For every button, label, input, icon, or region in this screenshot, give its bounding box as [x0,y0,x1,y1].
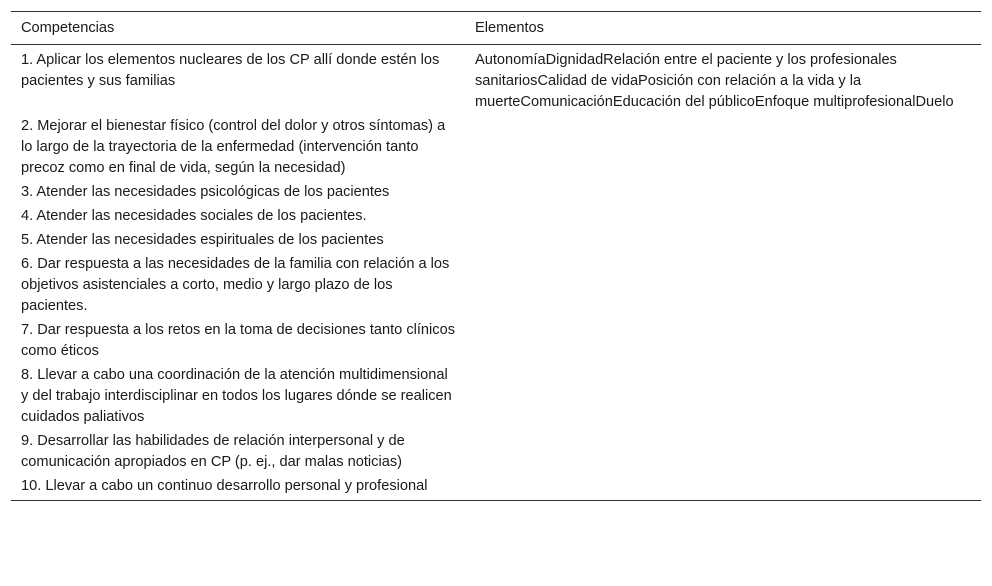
table-header [11,12,981,45]
table-row [11,363,981,429]
competencia-cell: 7. Dar respuesta a los retos en la toma de decisiones tanto clínicos como éticos [21,322,455,359]
table-row [11,429,981,474]
table-row [11,318,981,363]
competencia-cell: 1. Aplicar los elementos nucleares de los CP allí donde estén los pacientes y sus familias [21,52,440,89]
competencia-cell: 8. Llevar a cabo una coordinación de la atención multidimensional y del trabajo interdisciplinar en todos los lugares dónde se realicen cuidados paliativos [21,367,452,425]
competencia-cell: 5. Atender las necesidades espirituales de los pacientes [21,232,384,248]
empty-cell [465,252,981,318]
table-row [11,45,981,115]
empty-cell [465,318,981,363]
table-row [11,204,981,228]
header-row [11,12,981,45]
empty-cell [465,363,981,429]
competencias-table [11,11,981,501]
competencia-cell: 4. Atender las necesidades sociales de los pacientes. [21,208,367,224]
empty-cell [465,204,981,228]
competencia-cell: 6. Dar respuesta a las necesidades de la familia con relación a los objetivos asistenciales a corto, medio y largo plazo de los pacientes. [21,256,450,314]
empty-cell [465,474,981,501]
competencia-cell: 3. Atender las necesidades psicológicas de los pacientes [21,184,390,200]
table-row [11,474,981,501]
empty-cell [465,114,981,180]
empty-cell [465,228,981,252]
table-row [11,180,981,204]
table-row [11,228,981,252]
table-row [11,252,981,318]
competencia-cell: 10. Llevar a cabo un continuo desarrollo personal y profesional [11,474,465,501]
competencia-cell: 2. Mejorar el bienestar físico (control del dolor y otros síntomas) a lo largo de la trayectoria de la enfermedad (intervención tanto precoz como en final de vida, según la necesidad) [21,118,446,176]
header-competencias: Competencias [11,12,465,45]
competencia-cell: 9. Desarrollar las habilidades de relación interpersonal y de comunicación apropiados en CP (p. ej., dar malas noticias) [21,433,405,470]
table-row [11,114,981,180]
empty-cell [465,429,981,474]
competencias-table-container [11,11,981,501]
empty-cell [465,180,981,204]
table-body [11,45,981,501]
header-elementos: Elementos [465,12,981,45]
elementos-cell: AutonomíaDignidadRelación entre el paciente y los profesionales sanitariosCalidad de vidaPosición con relación a la vida y la muerteComunicaciónEducación del públicoEnfoque multiprofesionalDuelo [475,52,954,110]
